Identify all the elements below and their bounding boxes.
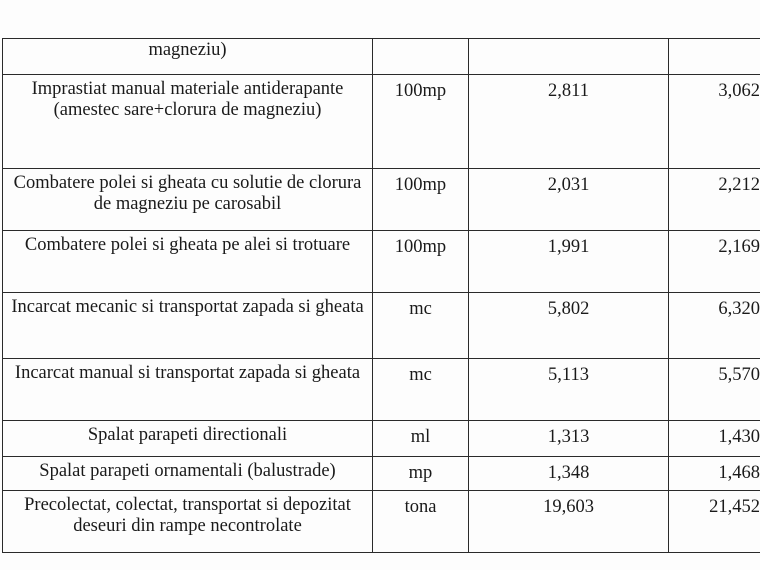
- value-cell: 1,991: [469, 231, 669, 293]
- description-cell: Spalat parapeti ornamentali (balustrade): [3, 457, 373, 491]
- unit-cell: mc: [373, 293, 469, 359]
- table-row: [3, 491, 760, 553]
- unit-cell: tona: [373, 491, 469, 553]
- unit-cell: 100mp: [373, 169, 469, 231]
- value-cell: 1,348: [469, 457, 669, 491]
- unit-cell: 100mp: [373, 231, 469, 293]
- table-row: [3, 293, 760, 359]
- value-cell: 2,212: [669, 169, 760, 231]
- description-cell: Incarcat manual si transportat zapada si gheata: [3, 359, 373, 421]
- value-cell: 2,169: [669, 231, 760, 293]
- unit-cell: 100mp: [373, 75, 469, 169]
- description-cell: Spalat parapeti directionali: [3, 421, 373, 457]
- value-cell: 5,113: [469, 359, 669, 421]
- unit-cell: mp: [373, 457, 469, 491]
- table-row: [3, 75, 760, 169]
- table-row: [3, 421, 760, 457]
- description-cell: Combatere polei si gheata pe alei si trotuare: [3, 231, 373, 293]
- table-row: [3, 231, 760, 293]
- value-cell: 3,062: [669, 75, 760, 169]
- description-cell: magneziu): [3, 39, 373, 75]
- value-cell: 5,570: [669, 359, 760, 421]
- value-cell: 19,603: [469, 491, 669, 553]
- unit-cell: mc: [373, 359, 469, 421]
- value-cell: 1,468: [669, 457, 760, 491]
- description-cell: Combatere polei si gheata cu solutie de clorura de magneziu pe carosabil: [3, 169, 373, 231]
- value-cell: [669, 39, 760, 75]
- value-cell: 6,320: [669, 293, 760, 359]
- table-row: [3, 457, 760, 491]
- price-table: [2, 38, 760, 553]
- table-row: [3, 169, 760, 231]
- unit-cell: [373, 39, 469, 75]
- table-row: [3, 359, 760, 421]
- description-cell: Incarcat mecanic si transportat zapada si gheata: [3, 293, 373, 359]
- value-cell: 1,430: [669, 421, 760, 457]
- value-cell: 21,452: [669, 491, 760, 553]
- description-cell: Imprastiat manual materiale antiderapante (amestec sare+clorura de magneziu): [3, 75, 373, 169]
- value-cell: 1,313: [469, 421, 669, 457]
- value-cell: 2,811: [469, 75, 669, 169]
- unit-cell: ml: [373, 421, 469, 457]
- description-cell: Precolectat, colectat, transportat si depozitat deseuri din rampe necontrolate: [3, 491, 373, 553]
- table-row: [3, 39, 760, 75]
- value-cell: 2,031: [469, 169, 669, 231]
- value-cell: [469, 39, 669, 75]
- value-cell: 5,802: [469, 293, 669, 359]
